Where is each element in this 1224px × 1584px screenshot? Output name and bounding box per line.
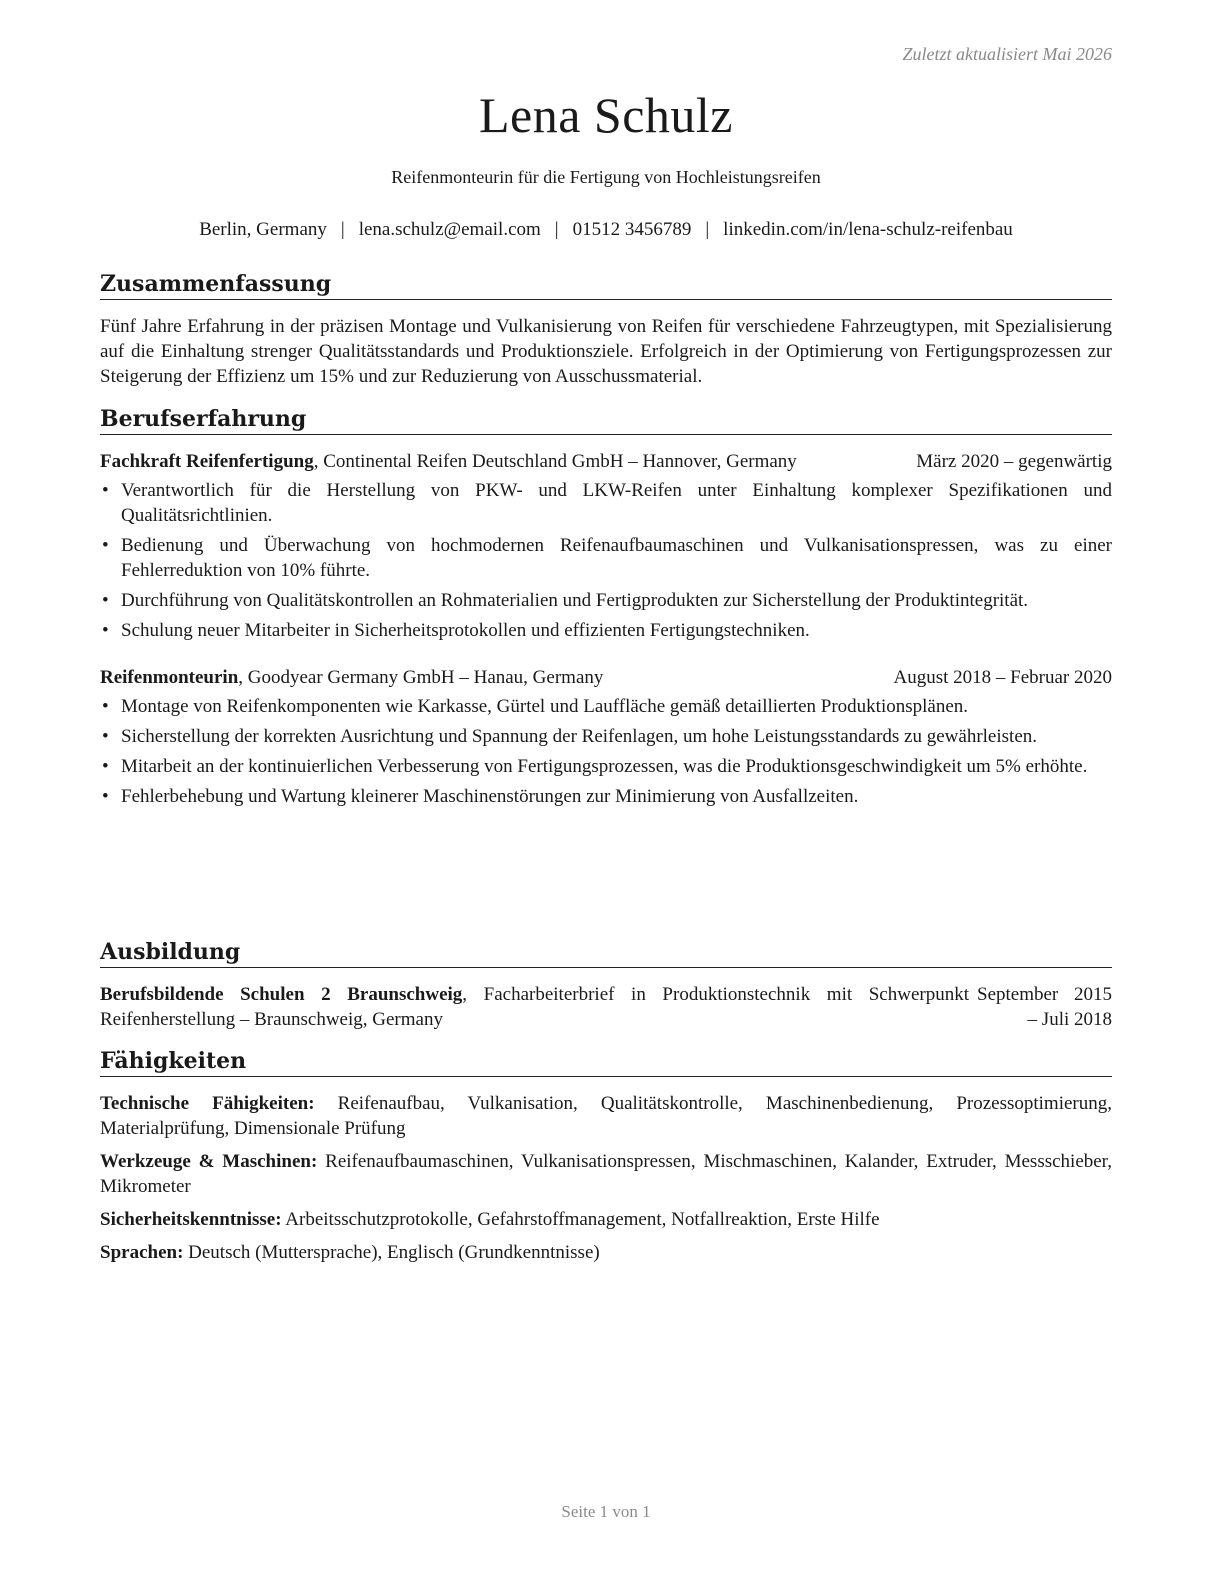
candidate-name: Lena Schulz: [478, 87, 733, 143]
section-title-summary: Zusammenfassung: [100, 270, 1112, 300]
skill-label: Sicherheitskenntnisse:: [100, 1209, 282, 1230]
section-title-education: Ausbildung: [100, 938, 1112, 968]
job-bullet: • Verantwortlich für die Herstellung von PKW- und LKW-Reifen unter Einhaltung komplexer Spezifikationen und Qualitätsrichtlinien.: [100, 478, 1112, 528]
job-bullets: [100, 478, 1112, 643]
skill-value: Reifenaufbau, Vulkanisation, Qualitätskontrolle, Maschinenbedienung, Prozessoptimierung, Materialprüfung, Dimensionale Prüfung: [100, 1093, 1112, 1139]
contact-separator: |: [554, 219, 559, 240]
page-number: Seite 1 von 1: [561, 1502, 651, 1521]
last-updated-note: Zuletzt aktualisiert Mai 2026: [902, 44, 1112, 64]
job-header: [100, 665, 1112, 690]
job-bullet: • Schulung neuer Mitarbeiter in Sicherheitsprotokollen und effizienten Fertigungstechniken.: [100, 618, 1112, 643]
section-title-skills: Fähigkeiten: [100, 1047, 1112, 1077]
skills-section: [100, 1047, 1112, 1273]
skill-value: Deutsch (Muttersprache), Englisch (Grundkenntnisse): [183, 1242, 600, 1263]
job-bullet: • Durchführung von Qualitätskontrollen an Rohmaterialien und Fertigprodukten zur Sicherstellung der Produktintegrität.: [100, 588, 1112, 613]
education-school: Berufsbildende Schulen 2 Braunschweig: [100, 984, 463, 1005]
job-bullet: • Sicherstellung der korrekten Ausrichtung und Spannung der Reifenlagen, um hohe Leistungsstandards zu gewährleisten.: [100, 724, 1112, 749]
job-entry: [100, 665, 1112, 809]
job-dates: August 2018 – Februar 2020: [893, 667, 1112, 688]
job-dates: März 2020 – gegenwärtig: [916, 451, 1112, 472]
experience-section: [100, 405, 1112, 814]
job-company: , Continental Reifen Deutschland GmbH – Hannover, Germany: [313, 451, 797, 472]
job-role: Reifenmonteurin: [100, 667, 239, 688]
skill-label: Sprachen:: [100, 1242, 184, 1263]
education-details-block: [100, 982, 969, 1032]
skill-value: Arbeitsschutzprotokolle, Gefahrstoffmanagement, Notfallreaktion, Erste Hilfe: [281, 1209, 880, 1230]
job-bullet: • Mitarbeit an der kontinuierlichen Verbesserung von Fertigungsprozessen, was die Produktionsgeschwindigkeit um 5% erhöhte.: [100, 754, 1112, 779]
job-title-company: [100, 665, 872, 690]
skill-value: Reifenaufbaumaschinen, Vulkanisationspressen, Mischmaschinen, Kalander, Extruder, Messschieber, Mikrometer: [100, 1151, 1113, 1197]
skill-label: Technische Fähigkeiten:: [100, 1093, 315, 1114]
education-entry: [100, 982, 1112, 1032]
summary-text: Fünf Jahre Erfahrung in der präzisen Montage und Vulkanisierung von Reifen für verschiedene Fahrzeugtypen, mit Spezialisierung auf die Einhaltung strenger Qualitätsstandards und Produktionsziele. Erfolgreich in der Optimierung von Fertigungsprozessen zur Steigerung der Effizienz um 15% und zur Reduzierung von Ausschussmaterial.: [100, 316, 1112, 387]
section-title-experience: Berufserfahrung: [100, 405, 1112, 435]
education-section: [100, 938, 1112, 1032]
skill-row: [100, 1207, 1112, 1232]
contact-separator: |: [340, 219, 345, 240]
skill-row: [100, 1240, 1112, 1265]
contact-separator: |: [705, 219, 710, 240]
job-role: Fachkraft Reifenfertigung: [100, 451, 314, 472]
contact-phone[interactable]: 01512 3456789: [572, 219, 692, 240]
skill-label: Werkzeuge & Maschinen:: [100, 1151, 318, 1172]
skill-row: [100, 1149, 1112, 1199]
job-entry: [100, 449, 1112, 643]
job-bullets: [100, 694, 1112, 809]
contact-email[interactable]: lena.schulz@email.com: [358, 219, 541, 240]
skills-list: [100, 1091, 1112, 1265]
job-company: , Goodyear Germany GmbH – Hanau, Germany: [238, 667, 604, 688]
contact-location: Berlin, Germany: [199, 219, 327, 240]
contact-line: [100, 219, 1112, 241]
job-bullet: • Montage von Reifenkomponenten wie Karkasse, Gürtel und Lauffläche gemäß detaillierten Produktionsplänen.: [100, 694, 1112, 719]
education-details: , Facharbeiterbrief in Produktionstechnik mit Schwerpunkt Reifenherstellung – Braunschweig, Germany: [100, 984, 969, 1030]
job-header: [100, 449, 1112, 474]
job-title-company: [100, 449, 916, 474]
summary-section: [100, 270, 1112, 389]
education-dates: September 2015 – Juli 2018: [977, 984, 1112, 1030]
contact-linkedin[interactable]: linkedin.com/in/lena-schulz-reifenbau: [723, 219, 1013, 240]
candidate-headline: Reifenmonteurin für die Fertigung von Hochleistungsreifen: [391, 167, 821, 187]
resume-page: [100, 0, 1112, 1584]
skill-row: [100, 1091, 1112, 1141]
job-bullet: • Fehlerbehebung und Wartung kleinerer Maschinenstörungen zur Minimierung von Ausfallzeiten.: [100, 784, 1112, 809]
job-bullet: • Bedienung und Überwachung von hochmodernen Reifenaufbaumaschinen und Vulkanisationspressen, was zu einer Fehlerreduktion von 10% führte.: [100, 533, 1112, 583]
